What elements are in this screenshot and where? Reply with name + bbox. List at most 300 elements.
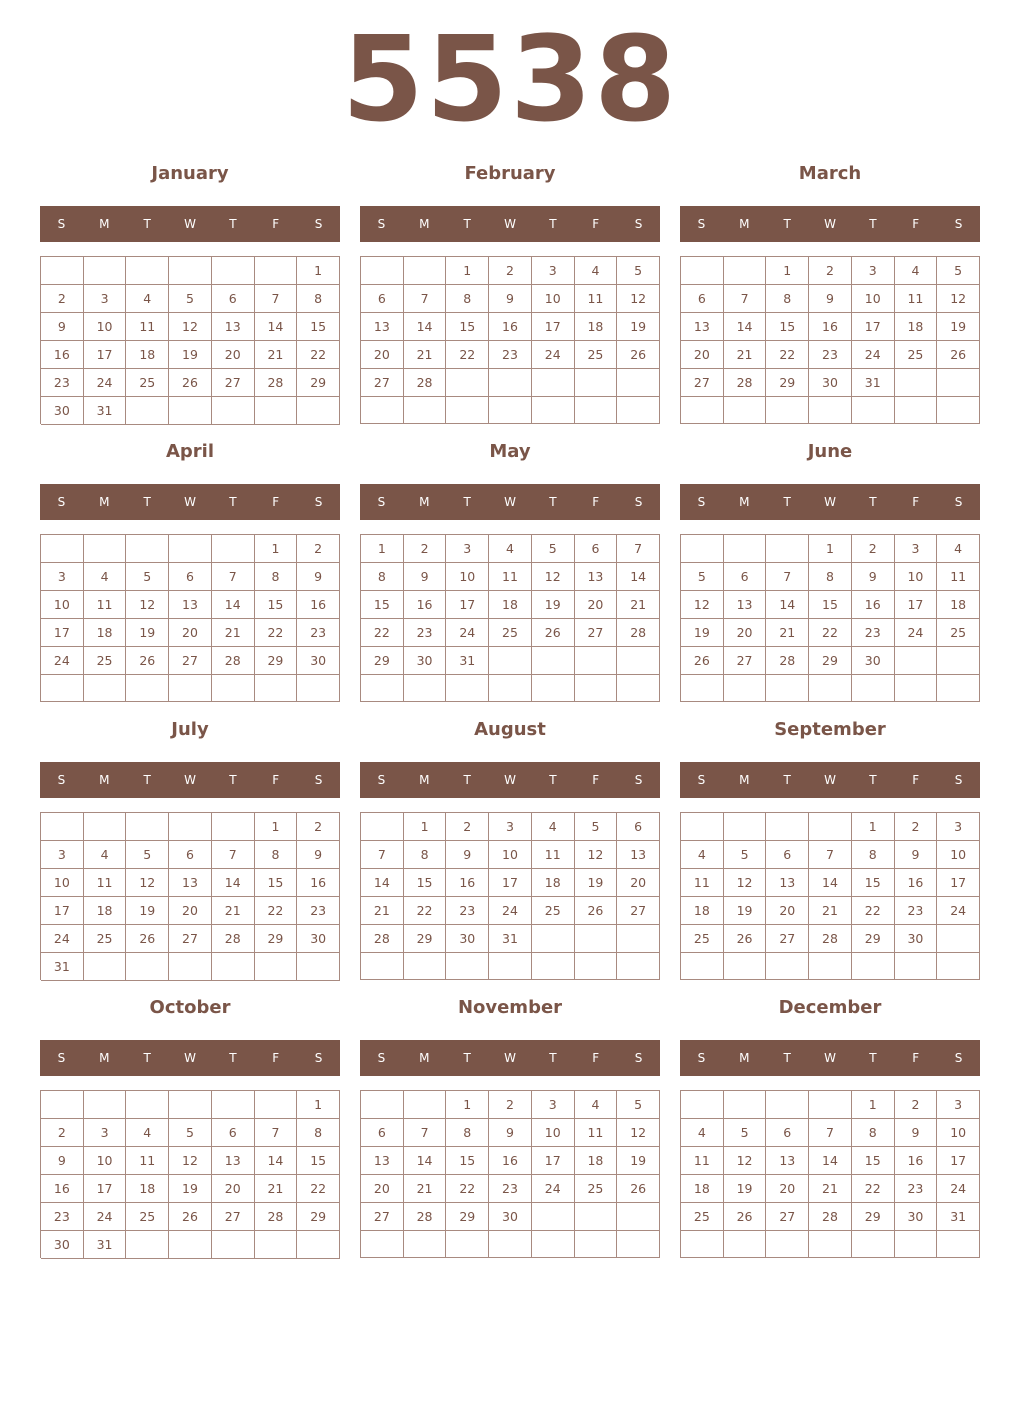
empty-day-cell [126,813,169,841]
empty-day-cell [575,1203,618,1231]
empty-day-cell [852,397,895,424]
day-cell: 8 [852,1119,895,1147]
day-cell: 7 [361,841,404,869]
weekday-header [40,1040,340,1076]
day-cell: 27 [575,619,618,647]
day-cell: 17 [895,591,938,619]
day-cell: 11 [575,1119,618,1147]
empty-day-cell [41,257,84,285]
day-cell: 2 [41,1119,84,1147]
empty-day-cell [297,953,340,981]
weekday-label: T [869,1051,877,1065]
day-cell: 14 [212,869,255,897]
weekday-label: S [634,495,643,509]
day-cell: 28 [212,925,255,953]
day-cell: 19 [617,1147,660,1175]
weekday-label: T [783,495,791,509]
day-cell: 24 [852,341,895,369]
empty-day-cell [255,1091,298,1119]
empty-day-cell [255,953,298,981]
day-cell: 7 [809,841,852,869]
empty-day-cell [297,675,340,702]
day-cell: 1 [809,535,852,563]
weekday-label: S [377,773,386,787]
weekday-label: S [697,773,706,787]
day-cell: 29 [446,1203,489,1231]
day-cell: 24 [895,619,938,647]
day-cell: 3 [532,257,575,285]
month-name: December [778,997,882,1018]
day-cell: 23 [489,1175,532,1203]
day-cell: 3 [895,535,938,563]
weekday-label: S [697,495,706,509]
day-cell: 16 [446,869,489,897]
day-cell: 10 [532,1119,575,1147]
day-cell: 12 [937,285,980,313]
empty-day-cell [766,813,809,841]
day-cell: 11 [489,563,532,591]
weekday-label: T [463,495,471,509]
day-cell: 25 [575,1175,618,1203]
day-cell: 20 [361,341,404,369]
day-cell: 22 [255,619,298,647]
day-cell: 8 [361,563,404,591]
empty-day-cell [489,369,532,397]
day-cell: 31 [489,925,532,953]
empty-day-cell [41,675,84,702]
day-cell: 14 [809,869,852,897]
weekday-label: T [549,773,557,787]
day-cell: 21 [255,341,298,369]
weekday-label: S [377,1051,386,1065]
day-cell: 17 [532,313,575,341]
day-cell: 20 [212,341,255,369]
day-cell: 31 [41,953,84,981]
day-cell: 18 [937,591,980,619]
empty-day-cell [169,535,212,563]
empty-day-cell [126,257,169,285]
day-cell: 18 [895,313,938,341]
day-cell: 21 [361,897,404,925]
day-cell: 26 [617,1175,660,1203]
day-cell: 27 [361,369,404,397]
weekday-label: S [634,773,643,787]
day-cell: 27 [766,1203,809,1231]
day-cell: 14 [361,869,404,897]
day-cell: 30 [809,369,852,397]
weekday-label: W [824,495,836,509]
weekday-label: S [314,217,323,231]
empty-day-cell [297,397,340,425]
day-cell: 11 [681,1147,724,1175]
day-cell: 11 [937,563,980,591]
empty-day-cell [489,397,532,424]
day-cell: 26 [169,369,212,397]
day-cell: 10 [895,563,938,591]
day-cell: 2 [852,535,895,563]
empty-day-cell [724,1091,767,1119]
day-cell: 27 [212,369,255,397]
day-cell: 16 [809,313,852,341]
day-cell: 21 [724,341,767,369]
day-grid [40,256,340,424]
weekday-label: T [143,217,151,231]
weekday-label: T [229,773,237,787]
empty-day-cell [617,953,660,980]
weekday-label: S [634,1051,643,1065]
weekday-label: M [99,495,110,509]
day-cell: 3 [41,563,84,591]
empty-day-cell [766,1091,809,1119]
day-cell: 6 [169,841,212,869]
day-cell: 14 [809,1147,852,1175]
day-cell: 1 [852,813,895,841]
day-cell: 9 [404,563,447,591]
weekday-label: F [592,773,600,787]
empty-day-cell [84,257,127,285]
day-cell: 24 [41,925,84,953]
empty-day-cell [361,813,404,841]
day-cell: 10 [489,841,532,869]
day-cell: 10 [937,1119,980,1147]
empty-day-cell [617,925,660,953]
day-cell: 26 [169,1203,212,1231]
day-cell: 1 [297,1091,340,1119]
empty-day-cell [575,647,618,675]
empty-day-cell [126,675,169,702]
day-cell: 11 [681,869,724,897]
empty-day-cell [809,1231,852,1258]
empty-day-cell [41,1091,84,1119]
day-cell: 4 [126,1119,169,1147]
empty-day-cell [446,397,489,424]
day-cell: 7 [255,1119,298,1147]
weekday-label: S [57,495,66,509]
empty-day-cell [681,1091,724,1119]
weekday-label: M [419,1051,430,1065]
day-cell: 22 [809,619,852,647]
empty-day-cell [126,1091,169,1119]
day-cell: 14 [255,313,298,341]
empty-day-cell [361,675,404,702]
empty-day-cell [575,1231,618,1258]
weekday-label: S [954,495,963,509]
day-cell: 31 [446,647,489,675]
day-cell: 28 [724,369,767,397]
day-cell: 22 [255,897,298,925]
weekday-label: S [377,217,386,231]
weekday-label: S [57,1051,66,1065]
day-cell: 8 [255,841,298,869]
weekday-label: T [869,217,877,231]
day-grid [40,534,340,702]
day-cell: 27 [212,1203,255,1231]
weekday-label: M [99,773,110,787]
weekday-label: T [869,773,877,787]
day-cell: 21 [809,1175,852,1203]
empty-day-cell [575,675,618,702]
empty-day-cell [895,675,938,702]
day-cell: 5 [617,1091,660,1119]
empty-day-cell [489,647,532,675]
empty-day-cell [724,953,767,980]
empty-day-cell [169,813,212,841]
empty-day-cell [212,1091,255,1119]
weekday-header [40,484,340,520]
empty-day-cell [809,813,852,841]
day-cell: 16 [895,869,938,897]
empty-day-cell [724,675,767,702]
day-cell: 22 [446,1175,489,1203]
day-cell: 20 [575,591,618,619]
empty-day-cell [446,953,489,980]
weekday-label: T [549,217,557,231]
day-cell: 15 [446,1147,489,1175]
day-cell: 13 [681,313,724,341]
empty-day-cell [297,1231,340,1259]
day-cell: 25 [575,341,618,369]
day-cell: 18 [126,1175,169,1203]
day-cell: 20 [169,619,212,647]
empty-day-cell [532,925,575,953]
day-cell: 26 [126,925,169,953]
empty-day-cell [169,1231,212,1259]
month-name: July [171,719,209,740]
day-cell: 12 [724,1147,767,1175]
day-cell: 29 [852,925,895,953]
month-name: February [464,163,556,184]
day-cell: 11 [532,841,575,869]
day-cell: 23 [489,341,532,369]
weekday-label: W [504,217,516,231]
day-cell: 3 [532,1091,575,1119]
day-cell: 22 [361,619,404,647]
day-cell: 6 [361,1119,404,1147]
day-cell: 20 [617,869,660,897]
day-cell: 12 [126,591,169,619]
day-cell: 11 [895,285,938,313]
day-cell: 12 [617,1119,660,1147]
day-cell: 10 [84,313,127,341]
day-cell: 9 [895,1119,938,1147]
day-cell: 30 [297,647,340,675]
day-cell: 19 [532,591,575,619]
day-cell: 29 [255,925,298,953]
day-cell: 18 [575,1147,618,1175]
weekday-label: F [912,217,920,231]
day-cell: 19 [617,313,660,341]
day-cell: 27 [169,925,212,953]
day-cell: 8 [809,563,852,591]
day-cell: 30 [41,1231,84,1259]
day-cell: 30 [446,925,489,953]
empty-day-cell [809,675,852,702]
empty-day-cell [126,1231,169,1259]
day-cell: 29 [297,369,340,397]
weekday-header [360,1040,660,1076]
day-cell: 9 [41,1147,84,1175]
day-cell: 16 [895,1147,938,1175]
day-cell: 8 [404,841,447,869]
weekday-label: M [739,495,750,509]
day-cell: 1 [766,257,809,285]
empty-day-cell [84,813,127,841]
day-cell: 28 [255,369,298,397]
day-cell: 7 [809,1119,852,1147]
day-cell: 31 [852,369,895,397]
empty-day-cell [169,953,212,981]
empty-day-cell [41,813,84,841]
day-cell: 21 [404,341,447,369]
empty-day-cell [766,535,809,563]
empty-day-cell [489,675,532,702]
empty-day-cell [212,397,255,425]
day-cell: 9 [809,285,852,313]
month-name: June [807,441,853,462]
weekday-label: W [504,495,516,509]
empty-day-cell [255,397,298,425]
day-cell: 25 [937,619,980,647]
day-cell: 15 [255,591,298,619]
day-cell: 27 [361,1203,404,1231]
day-cell: 27 [169,647,212,675]
weekday-label: W [504,773,516,787]
day-cell: 22 [404,897,447,925]
day-cell: 29 [297,1203,340,1231]
day-cell: 3 [937,1091,980,1119]
day-cell: 17 [937,1147,980,1175]
day-cell: 18 [575,313,618,341]
day-cell: 25 [84,925,127,953]
day-cell: 19 [169,1175,212,1203]
day-grid [680,1090,980,1258]
day-cell: 11 [126,1147,169,1175]
month-name: October [149,997,231,1018]
day-cell: 15 [446,313,489,341]
day-cell: 1 [446,257,489,285]
day-cell: 11 [126,313,169,341]
day-cell: 28 [766,647,809,675]
day-cell: 16 [852,591,895,619]
day-cell: 15 [404,869,447,897]
empty-day-cell [681,813,724,841]
day-cell: 14 [212,591,255,619]
empty-day-cell [84,1091,127,1119]
empty-day-cell [937,397,980,424]
empty-day-cell [895,953,938,980]
day-cell: 7 [212,841,255,869]
day-grid [680,534,980,702]
empty-day-cell [169,675,212,702]
weekday-header [40,206,340,242]
empty-day-cell [169,257,212,285]
empty-day-cell [126,535,169,563]
day-cell: 12 [617,285,660,313]
day-cell: 20 [681,341,724,369]
weekday-label: S [697,217,706,231]
day-grid [40,812,340,980]
day-cell: 21 [809,897,852,925]
empty-day-cell [361,257,404,285]
empty-day-cell [361,397,404,424]
day-cell: 3 [489,813,532,841]
empty-day-cell [617,397,660,424]
day-cell: 23 [852,619,895,647]
day-cell: 24 [489,897,532,925]
month-name: March [798,163,862,184]
empty-day-cell [404,257,447,285]
day-cell: 4 [681,841,724,869]
day-cell: 28 [404,1203,447,1231]
day-grid [40,1090,340,1258]
weekday-label: S [314,1051,323,1065]
empty-day-cell [212,1231,255,1259]
day-cell: 14 [724,313,767,341]
empty-day-cell [681,397,724,424]
day-cell: 25 [895,341,938,369]
weekday-label: W [824,773,836,787]
empty-day-cell [532,647,575,675]
day-cell: 19 [126,619,169,647]
day-cell: 18 [84,897,127,925]
weekday-label: M [419,495,430,509]
day-cell: 2 [404,535,447,563]
day-cell: 20 [766,1175,809,1203]
day-cell: 17 [84,341,127,369]
day-cell: 7 [404,1119,447,1147]
day-cell: 27 [681,369,724,397]
empty-day-cell [212,675,255,702]
empty-day-cell [489,1231,532,1258]
empty-day-cell [937,647,980,675]
day-cell: 28 [404,369,447,397]
day-cell: 24 [937,1175,980,1203]
empty-day-cell [937,925,980,953]
empty-day-cell [617,1203,660,1231]
day-cell: 29 [404,925,447,953]
day-cell: 21 [617,591,660,619]
day-cell: 20 [361,1175,404,1203]
day-cell: 17 [446,591,489,619]
day-cell: 28 [212,647,255,675]
day-cell: 11 [575,285,618,313]
day-cell: 4 [489,535,532,563]
day-cell: 25 [126,1203,169,1231]
empty-day-cell [937,675,980,702]
day-cell: 10 [446,563,489,591]
day-cell: 24 [84,1203,127,1231]
day-cell: 15 [852,869,895,897]
day-cell: 9 [297,841,340,869]
day-cell: 8 [446,1119,489,1147]
empty-day-cell [489,953,532,980]
day-cell: 2 [489,257,532,285]
empty-day-cell [575,397,618,424]
day-cell: 4 [84,563,127,591]
empty-day-cell [766,953,809,980]
day-cell: 19 [575,869,618,897]
day-cell: 15 [297,313,340,341]
day-cell: 7 [724,285,767,313]
day-cell: 15 [852,1147,895,1175]
day-cell: 2 [809,257,852,285]
day-cell: 18 [489,591,532,619]
day-cell: 17 [41,897,84,925]
day-cell: 10 [41,869,84,897]
empty-day-cell [532,953,575,980]
empty-day-cell [681,535,724,563]
day-cell: 19 [169,341,212,369]
